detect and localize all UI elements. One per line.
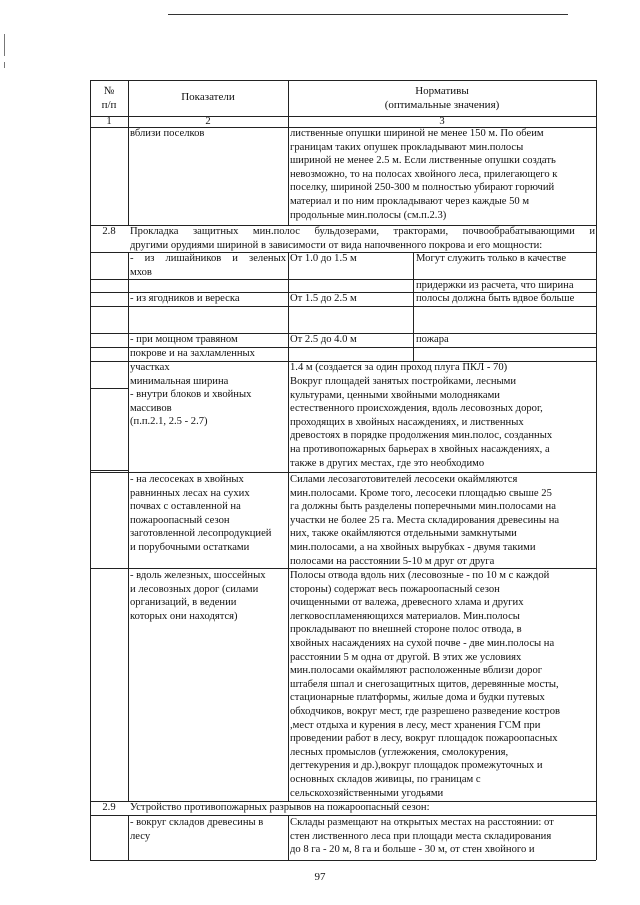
column-index-1: 1 — [106, 116, 112, 127]
column-index-2: 2 — [205, 116, 211, 127]
indicator-near-settlements: вблизи поселков — [130, 128, 205, 139]
note-fire: пожара — [416, 334, 449, 345]
note-holding-calc: придержки из расчета, что ширина — [416, 280, 574, 291]
indicator-inside-blocks: - внутри блоков и хвойных массивов (п.п.2.1, 2.5 - 2.7) — [130, 389, 252, 428]
norm-along-roads: Полосы отвода вдоль них (лесовозные - по 10 м с каждой стороны) содержат весь пожароопасный сезон очищенными от валежа, древесного хлама и других легковоспламеняющихся материалов. Мин.полосы прокладывают по внешней стороне полос отвода, в хвойных насаждениях на сухой почве - две мин.полосы на расстоянии 5 м одна от другой. В этих же условиях мин.полосами окаймляют расположенные вблизи дорог штабеля шпал и снегозащитных щитов, деревянные мосты, стационарные платформы, жилые дома и будки путевых обходчиков, вокруг мест, где разрешено разведение костров ,мест отдыха и курения в лесу, мест хранения ГСМ при проведении работ в лесу, вокруг площадок пожароопасных лесных промыслов (углежжения, смолокурения, дегтекурения и др.),вокруг площадок промежуточных и основных складов живицы, по границам с сельскохозяйственными угодьями — [290, 570, 560, 799]
width-lichens-mosses: От 1.0 до 1.5 м — [290, 253, 357, 264]
table-rule — [90, 306, 596, 307]
table-rule — [413, 252, 414, 361]
section-mineral-strips: Прокладка защитных мин.полос бульдозерами, тракторами, почвообрабатывающими и другими орудиями шириной в зависимости от вида напочвенного покрова и его мощности: — [130, 226, 595, 251]
indicator-timber-stores: - вокруг складов древесины в лесу — [130, 817, 264, 842]
norm-min-width: 1.4 м (создается за один проход плуга ПКЛ - 70) — [290, 362, 508, 373]
header-cell-norms: Нормативы (оптимальные значения) — [384, 85, 500, 111]
table-rule — [288, 815, 289, 860]
table-rule — [90, 470, 128, 471]
norm-timber-stores: Склады размещают на открытых местах на расстоянии: от стен лиственного леса при площади места складирования до 8 га - 20 м, 8 га и больше - 30 м, от стен хвойного и — [290, 817, 554, 856]
table-rule — [128, 815, 129, 860]
item-number-2-9: 2.9 — [102, 802, 116, 813]
indicator-lichens-mosses: - из лишайников и зеленых мхов — [130, 253, 286, 278]
indicator-along-roads: - вдоль железных, шоссейных и лесовозных дорог (силами организаций, в ведении которых они находятся) — [130, 570, 266, 622]
page-number: 97 — [314, 871, 326, 883]
indicator-grass-cover: - при мощном травяном покрове и на захламленных — [130, 334, 255, 359]
indicator-logging-sites: - на лесосеках в хвойных равнинных лесах на сухих почвах с оставленной на пожароопасный сезон заготовленной лесопродукцией и порубочными остатками — [130, 474, 272, 553]
norm-inside-blocks: Вокруг площадей занятых постройками, лесными культурами, ценными хвойными молодняками естественного происхождения, вдоль лесовозных дорог, проходящих в хвойных насаждениях, и лиственных древостоях в порядке продолжения мин.полос, созданных на противопожарных барьерах в хвойных насаждениях, а также в других местах, где это необходимо — [290, 376, 553, 469]
norm-near-settlements: лиственные опушки шириной не менее 150 м. По обеим границам таких опушек прокладывают мин.полосы шириной не менее 2.5 м. Если лиственные опушки создать невозможно, то на полосах хвойного леса, прилегающего к поселку, шириной 250-300 м полностью убирают горючий материал и по ним прокладывают через каждые 50 м продольные мин.полосы (см.п.2.3) — [290, 128, 558, 221]
norm-logging-sites: Силами лесозаготовителей лесосеки окаймляются мин.полосами. Кроме того, лесосеки площадью свыше 25 га должны быть разделены поперечными мин.полосами на участки не более 25 га. Места складирования древесины на них, также окаймляются отдельными замкнутыми мин.полосами, а на хвойных вырубках - двумя такими полосами на расстоянии 5-10 м друг от друга — [290, 474, 560, 567]
note-serve-only: Могут служить только в качестве — [416, 253, 567, 264]
table-rule — [90, 80, 91, 860]
table-rule — [90, 80, 596, 81]
item-number-2-8: 2.8 — [102, 226, 116, 237]
section-firebreaks: Устройство противопожарных разрывов на пожароопасный сезон: — [130, 802, 430, 813]
column-index-3: 3 — [439, 116, 445, 127]
table-rule — [90, 388, 128, 389]
table-rule — [90, 860, 596, 861]
indicator-berries-heather: - из ягодников и вереска — [130, 293, 240, 304]
width-grass-cover: От 2.5 до 4.0 м — [290, 334, 357, 345]
header-cell-number: № п/п — [101, 85, 117, 111]
table-rule — [128, 252, 129, 801]
note-strip-double: полосы должна быть вдвое больше — [416, 293, 575, 304]
table-rule — [596, 80, 597, 860]
header-cell-indicators: Показатели — [181, 91, 235, 103]
table-rule — [288, 252, 289, 801]
width-berries-heather: От 1.5 до 2.5 м — [290, 293, 357, 304]
indicator-littered-areas: участках минимальная ширина — [130, 362, 229, 387]
